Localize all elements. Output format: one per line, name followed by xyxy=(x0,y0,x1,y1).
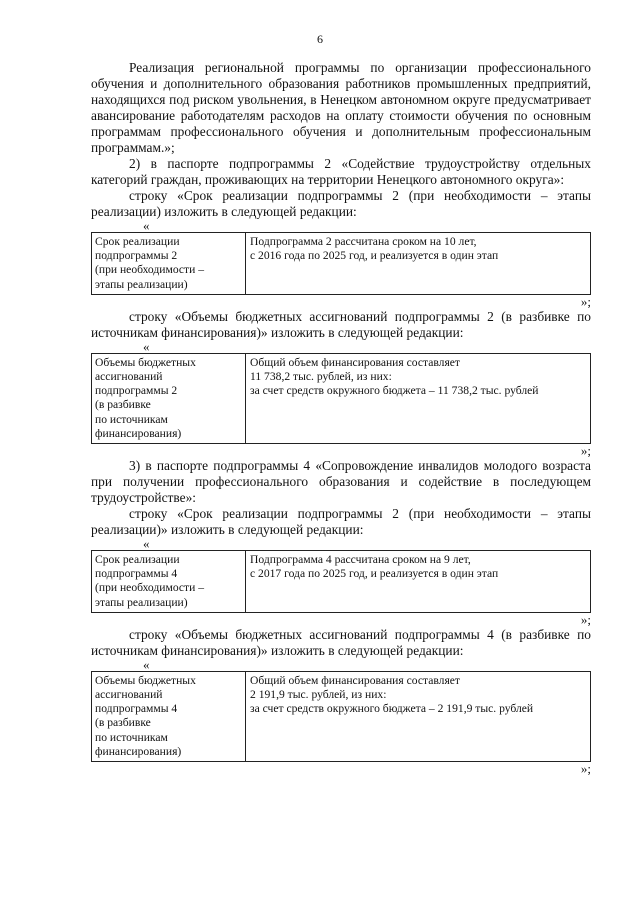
item2-budget-left-cell xyxy=(92,353,246,443)
cell-line: финансирования) xyxy=(95,744,182,758)
item3-term-table xyxy=(91,550,591,613)
item2-budget-instruction: строку «Объемы бюджетных ассигнований подпрограммы 2 (в разбивке по источникам финансирования)» изложить в следующей редакции: xyxy=(91,308,591,340)
table-row xyxy=(92,671,591,761)
cell-line: Объемы бюджетных xyxy=(95,355,196,369)
cell-line: по источникам xyxy=(95,730,168,744)
cell-line: подпрограммы 2 xyxy=(95,384,178,398)
item2-term-right-cell xyxy=(246,233,591,295)
item3-term-right-cell xyxy=(246,551,591,613)
item2-term-instruction: строку «Срок реализации подпрограммы 2 (при необходимости – этапы реализации) изложить в следующей редакции: xyxy=(91,188,591,219)
cell-line: Подпрограмма 2 рассчитана сроком на 10 лет, xyxy=(250,235,477,248)
item2-term-open-quote: « xyxy=(143,218,150,233)
cell-line: (в разбивке xyxy=(95,398,151,412)
cell-line: (при необходимости – xyxy=(95,581,205,595)
cell-line: подпрограммы 4 xyxy=(95,567,178,581)
cell-line: за счет средств окружного бюджета – 11 738,2 тыс. рублей xyxy=(250,384,539,398)
item2-budget-open-quote: « xyxy=(143,338,150,354)
item2-budget-right-cell xyxy=(246,353,591,443)
table-row xyxy=(92,551,591,613)
table-row xyxy=(92,233,591,295)
item3-budget-open-quote: « xyxy=(143,656,150,672)
intro-paragraph: Реализация региональной программы по организации профессионального обучения и дополнительного образования работников промышленных предприятий, находящихся под риском увольнения, в Ненецком автономном округе предусматривает авансирование работодателям расходов на оплату стоимости обучения по основным программам профессионального обучения и дополнительным профессиональным программам.»; xyxy=(91,60,591,155)
item3-budget-close-quote: »; xyxy=(580,761,591,777)
table-row xyxy=(92,353,591,443)
cell-line: за счет средств окружного бюджета – 2 191,9 тыс. рублей xyxy=(250,702,534,716)
item2-term-left-cell xyxy=(92,233,246,295)
cell-line: 2 191,9 тыс. рублей, из них: xyxy=(250,688,387,702)
item3-budget-left-cell xyxy=(92,671,246,761)
item3-term-close-quote: »; xyxy=(580,611,591,627)
item3-heading: 3) в паспорте подпрограммы 4 «Сопровождение инвалидов молодого возраста при получении профессионального образования и содействие в последующем трудоустройстве»: xyxy=(91,458,591,506)
cell-line: Общий объем финансирования составляет xyxy=(250,355,460,369)
cell-line: этапы реализации) xyxy=(95,277,188,291)
cell-line: Подпрограмма 4 рассчитана сроком на 9 лет, xyxy=(250,553,471,567)
item3-term-open-quote: « xyxy=(143,536,150,552)
cell-line: финансирования) xyxy=(95,426,182,440)
item3-budget-instruction: строку «Объемы бюджетных ассигнований подпрограммы 4 (в разбивке по источникам финансирования)» изложить в следующей редакции: xyxy=(91,626,591,658)
cell-line: Общий объем финансирования составляет xyxy=(250,673,460,687)
item3-budget-right-cell xyxy=(246,671,591,761)
cell-line: подпрограммы 2 xyxy=(95,249,178,263)
item2-budget-close-quote: »; xyxy=(580,443,591,459)
item2-heading: 2) в паспорте подпрограммы 2 «Содействие трудоустройству отдельных категорий граждан, проживающих на территории Ненецкого автономного округа»: xyxy=(91,156,591,187)
cell-line: Объемы бюджетных xyxy=(95,673,196,687)
cell-line: с 2016 года по 2025 год, и реализуется в один этап xyxy=(250,249,499,263)
cell-line: ассигнований xyxy=(95,688,163,702)
cell-line: Срок реализации xyxy=(95,553,180,567)
document-body xyxy=(91,60,591,776)
item3-term-left-cell xyxy=(92,551,246,613)
cell-line: (в разбивке xyxy=(95,716,151,730)
cell-line: (при необходимости – xyxy=(95,263,205,277)
item2-term-close-quote: »; xyxy=(580,293,591,309)
cell-line: ассигнований xyxy=(95,370,163,384)
page-number: 6 xyxy=(317,32,323,46)
cell-line: Срок реализации xyxy=(95,235,180,248)
cell-line: 11 738,2 тыс. рублей, из них: xyxy=(250,370,392,384)
cell-line: с 2017 года по 2025 год, и реализуется в один этап xyxy=(250,567,499,581)
item2-budget-table xyxy=(91,353,591,444)
cell-line: по источникам xyxy=(95,412,168,426)
cell-line: подпрограммы 4 xyxy=(95,702,178,716)
item3-budget-table xyxy=(91,671,591,762)
cell-line: этапы реализации) xyxy=(95,595,188,609)
item2-term-table xyxy=(91,232,591,295)
item3-term-instruction: строку «Срок реализации подпрограммы 2 (при необходимости – этапы реализации)» изложить в следующей редакции: xyxy=(91,506,591,538)
